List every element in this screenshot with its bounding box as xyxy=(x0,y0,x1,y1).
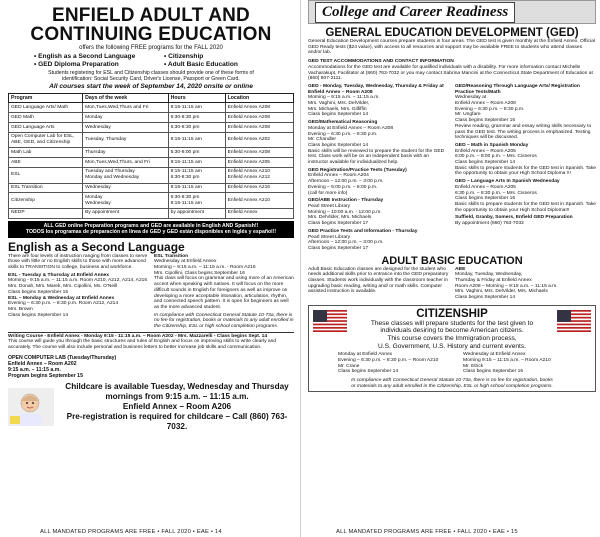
id-note: Students registering for ESL and Citizenship classes should provide one of these forms of identification: Social Security Card, Driver's License, Passport or Green Card. xyxy=(48,70,254,83)
citizenship-schedules xyxy=(338,352,582,375)
table-cell: 6:30-8:30 pm 9:15-11:15 am xyxy=(168,193,225,209)
ged-class-line: Pearl Street Library xyxy=(308,234,351,240)
esl-compliance: In compliance with Connecticut General Statute 10-73a, there is no fee for registration, books or materials to any adult enrolled in the Citizenship, ESL or high school completion programs. xyxy=(154,312,294,330)
ged-class-line: Enfield Annex – Room A205 xyxy=(455,148,516,154)
childcare-block xyxy=(8,382,294,432)
table-cell: ESL Transition xyxy=(9,183,83,193)
ged-class-line: Enfield Annex – Room A205 xyxy=(455,184,516,190)
ged-class-title: GED/Mathematical Reasoning xyxy=(308,120,378,126)
ccr-banner-text: College and Career Readiness xyxy=(315,2,515,23)
esl-heading: English as a Second Language xyxy=(8,239,185,254)
ged-class-block xyxy=(308,120,449,166)
accom-text: Accommodations for the GED test are available for qualified individuals with a disability. For more information contact Michelle Vacharakupt, Facilitator at (860) 763-7032 or you may contact Sabrina Mancini at the Connecticut State Department of Education at (860) 807-2111. xyxy=(308,64,593,82)
ged-class-line: Class begins September 14 xyxy=(308,142,369,148)
ged-class-line: Class begins September 14 xyxy=(455,160,516,166)
ged-class-block xyxy=(308,168,449,197)
ged-class-title: GED/ABE Instruction - Thursday xyxy=(308,198,384,204)
table-cell: Open Computer Lab for ESL, ABE, GED, and Citizenship xyxy=(9,132,83,148)
ged-class-line: Wednesday at xyxy=(455,95,487,101)
ged-class-line: Class begins September 16 xyxy=(455,118,516,124)
table-cell: 6:30-8:30 pm xyxy=(168,113,225,123)
esl-mw-line: Evening – 6:30 p.m. – 8:30 p.m. Room A212, A214 xyxy=(8,301,119,307)
right-page xyxy=(304,0,600,537)
table-row xyxy=(9,123,294,133)
ged-class-line: Class begins September 14 xyxy=(308,112,369,118)
flag-icon xyxy=(557,310,591,337)
column-header: Days of the week xyxy=(83,94,169,103)
table-cell: Enfield Annex xyxy=(225,208,293,218)
ged-class-line: Mrs. Vaghini, Mrs. DelVilder, xyxy=(308,101,370,107)
ged-class-line: Class begins September 17 xyxy=(308,245,369,251)
right-footer: ALL MANDATED PROGRAMS ARE FREE • FALL 2020 • EAE • 15 xyxy=(336,529,518,535)
subtitle: offers the following FREE programs for the FALL 2020 xyxy=(79,45,223,51)
ged-heading: GENERAL EDUCATION DEVELOPMENT (GED) xyxy=(325,27,579,39)
left-footer: ALL MANDATED PROGRAMS ARE FREE • FALL 2020 • EAE • 14 xyxy=(40,529,222,535)
ged-class-block xyxy=(455,215,596,226)
ged-class-line: Basic skills to prepare students for the GED test in Spanish. Take the opportunity to obtain your High School Diploma !!! xyxy=(455,165,596,177)
esl-tt-line: Class begins September 15 xyxy=(8,289,69,295)
table-cell: Enfield Annex A208 xyxy=(225,123,293,133)
accom-title: GED TEST ACCOMMODATIONS AND CONTACT INFORMATION xyxy=(308,59,454,65)
table-cell: by appointment xyxy=(168,208,225,218)
table-cell: ABE xyxy=(9,158,83,168)
ged-class-line: 6:30 p.m. – 8:30 p.m. – Mrs. Cisneros xyxy=(455,190,537,196)
citizenship-compliance: In compliance with Connecticut General Statute 10-73a, there is no fee for registration, books or materials to any adult enrolled in the Citizenship, ESL or high school completion programs. xyxy=(351,378,553,389)
esl-col-left xyxy=(8,254,148,330)
table-cell: Enfield Annex A205 xyxy=(225,158,293,168)
esl-tt-title: ESL - Tuesday & Thursday at Enfield Annex xyxy=(8,272,110,278)
ged-class-line: Monday at Enfield Annex – Room A208 xyxy=(308,125,394,131)
ged-class-title: Suffield, Granby, Somers, Enfield GED Preparation xyxy=(455,215,573,221)
child-photo xyxy=(8,388,54,426)
abe-text: Adult Basic Education classes are designed for the student who needs additional skills prior to entrance into the GED preparatory classes. Students work individually with the classroom teacher in upgrading basic reading, writing and/ or math skills. Computer assisted instruction is available. xyxy=(308,266,449,295)
table-cell: By appointment xyxy=(83,208,169,218)
citizenship-intro: These classes will prepare students for the test given to individuals desiring to become American citizens. This course covers the Immigration process, U.S. Government, U.S. History and current events. xyxy=(370,319,534,350)
ged-class-title: GED Registration/Practice Tests (Tuesday) xyxy=(308,167,407,173)
esl-trans-line: Morning – 9:15 a.m. – 11:15 a.m. - Room A216 xyxy=(154,264,256,270)
ged-col-left xyxy=(308,84,449,254)
ged-class-line: Basic skills to prepare students for the GED test in Spanish. Take the opportunity to obtain your High School Diploma!!! xyxy=(455,201,596,213)
ged-class-line: Morning – 10:00 a.m. - 12:00 p.m. xyxy=(308,209,382,215)
table-cell: Mon,Tues,Wed,Thurs and Fri xyxy=(83,103,169,113)
ged-class-title: GED Practice Tests and Information - Thursday xyxy=(308,228,418,234)
esl-trans-line: Mrs. Cipollini, Class begins September 16 xyxy=(154,270,245,276)
schedule-table-body xyxy=(9,103,294,218)
ged-class-block xyxy=(455,179,596,213)
table-cell: Thursday xyxy=(83,148,169,158)
table-cell: Enfield Annex A202 xyxy=(225,132,293,148)
page-title: ENFIELD ADULT AND xyxy=(52,5,250,26)
ged-class-line: Pearl Street Library xyxy=(308,203,351,209)
table-cell: Enfield Annex A210 xyxy=(225,193,293,209)
esl-intro: There are four levels of instruction ranging from classes to serve those with little or no English skills to those with more advanced skills to TRANSITION to college, business and workforce. xyxy=(8,253,148,270)
ged-class-block xyxy=(308,198,449,227)
table-cell: 6:30-8:30 pm xyxy=(168,123,225,133)
table-row xyxy=(9,208,294,218)
ged-class-line: Enfield Annex – Room A208 xyxy=(455,101,516,107)
esl-trans-title: ESL Transition xyxy=(154,253,189,259)
bullet-item: • Adult Basic Education xyxy=(164,61,238,68)
table-row xyxy=(9,103,294,113)
table-cell: Wednesday xyxy=(83,183,169,193)
table-cell: 9:15-11:15 am xyxy=(168,103,225,113)
table-row xyxy=(9,113,294,123)
esl-tt-line: Mrs. Donah, Mrs. Marek, Mrs. Cipollini, Ms. O'Neill xyxy=(8,284,118,290)
citizenship-monday: Monday at Enfield Annex Evening – 6:30 p.m. – 8:30 p.m. – Room A210 Mr. Crane Class begins September 14 xyxy=(338,352,439,375)
ged-class-block xyxy=(308,84,449,118)
table-cell: GED Language Arts xyxy=(9,123,83,133)
ged-col-right xyxy=(455,84,596,254)
table-row xyxy=(9,158,294,168)
table-cell: Math Lab xyxy=(9,148,83,158)
ged-class-line: Review reading, grammar and essay writing skills necessary to pass the GED test. The writing process is emphasized. Testing techniques will be discussed. xyxy=(455,123,592,141)
start-note: All courses start the week of September 14, 2020 onsite or online xyxy=(49,83,253,91)
table-cell: GED Language Arts/ Math xyxy=(9,103,83,113)
esl-mw-title: ESL – Monday & Wednesday at Enfield Annex xyxy=(8,295,115,301)
esl-columns xyxy=(8,254,294,330)
table-row xyxy=(9,148,294,158)
ged-class-title: GED - Monday, Tuesday, Wednesday, Thursday & Friday at Enfield Annex – Room A208 xyxy=(308,83,444,95)
ccr-banner xyxy=(308,0,596,24)
table-cell: 5:30-8:00 pm xyxy=(168,148,225,158)
table-cell: Mon,Tues,Wed,Thurs, and Fri xyxy=(83,158,169,168)
table-cell: GED Math xyxy=(9,113,83,123)
childcare-text: Childcare is available Tuesday, Wednesday and Thursday mornings from 9:15 a.m. – 11:15 a.m. Enfield Annex – Room A206 Pre-registration is required for childcare – Call (860) 763-7032. xyxy=(65,381,289,431)
ged-class-line: Mrs. DelVilder, Mrs. Michaels xyxy=(308,215,372,221)
column-header: Hours xyxy=(168,94,225,103)
ged-class-title: GED – Language Arts In Spanish Wednesday xyxy=(455,179,560,185)
page-title-line2: CONTINUING EDUCATION xyxy=(30,24,272,45)
ged-intro: General Education Development courses prepare students in four areas. The GED test is given monthly at the Enfield Annex. Official GED Ready tests ($24 value), with access to all resources and support may be available FREE to students who attend classes and/or lab. xyxy=(308,39,595,56)
ged-class-line: Evening – 5:00 p.m. – 8:00 p.m. xyxy=(308,184,378,190)
ged-class-title: GED – Math in Spanish Monday xyxy=(455,142,529,148)
table-row xyxy=(9,167,294,183)
citizenship-heading: CITIZENSHIP xyxy=(416,307,488,320)
column-header: Location xyxy=(225,94,293,103)
table-cell: 9:15-11:15 am 6:30-8:30 pm xyxy=(168,167,225,183)
program-bullets xyxy=(34,53,294,69)
esl-mw-line: Mrs. Brown xyxy=(8,306,33,312)
ged-class-line: Morning – 9:15 a.m. – 11:15 a.m. xyxy=(308,95,380,101)
bullet-item: • Citizenship xyxy=(164,53,204,60)
ged-class-block xyxy=(308,229,449,252)
flag-icon xyxy=(313,310,347,337)
table-cell: Tuesday, Thursday xyxy=(83,132,169,148)
column-header: Program xyxy=(9,94,83,103)
table-cell: NEDP xyxy=(9,208,83,218)
ged-class-line: Afternoon – 12:00 p.m. – 3:00 p.m. xyxy=(308,240,384,246)
abe-columns xyxy=(308,267,596,301)
esl-mw-line: Class begins September 14 xyxy=(8,312,69,318)
ged-class-block xyxy=(455,143,596,177)
esl-trans-line: Wednesday at Enfield Annex xyxy=(154,259,217,265)
table-cell: 9:15-11:15 am xyxy=(168,132,225,148)
table-row xyxy=(9,183,294,193)
table-cell: 9:15-11:15 am xyxy=(168,183,225,193)
ged-class-line: Basic skills will be reviewed to prepare the student for the GED test. Class work will be on an independent basis with an instructor available for individualized help. xyxy=(308,148,445,166)
table-cell: Monday xyxy=(83,113,169,123)
table-cell: Wednesday xyxy=(83,123,169,133)
ged-class-line: Evening – 6:30 p.m. – 8:30 p.m. xyxy=(308,131,378,137)
table-cell: Citizenship xyxy=(9,193,83,209)
ged-class-line: Evening – 6:30 p.m. – 8:30 p.m. xyxy=(455,106,525,112)
table-cell: ESL xyxy=(9,167,83,183)
table-header-row xyxy=(9,94,294,103)
ged-class-block xyxy=(455,84,596,141)
citizenship-box xyxy=(308,305,596,393)
table-cell: 9:15-11:15 am xyxy=(168,158,225,168)
schedule-table xyxy=(8,93,294,218)
citizenship-wednesday: Wednesday at Enfield Annex Morning 9:15 – 11:15 a.m. – Room A210 Mr. Elrick Class begins September 16 xyxy=(463,352,551,375)
abe-schedule: ABE Monday, Tuesday, Wednesday, Thursday & Friday at Enfield Annex Room A208 – Morning – 9:15 a.m. – 11:15 a.m. Mrs. Vaghini, Mrs. DelVilder, Mrs. Michaels Class begins September 14 xyxy=(455,266,558,301)
ged-class-line: Mrs. Michaels, Mrs. Gilfiffin xyxy=(308,106,367,112)
table-cell: Tuesday and Thursday Monday and Wednesday xyxy=(83,167,169,183)
ged-class-line: Class begins September 16 xyxy=(455,196,516,202)
esl-trans-desc: This class will focus on grammar and using more of an American accent when speaking with natives. It will focus on the more difficult sounds in English for foreigners as well as improve on developing a more acceptable intonation, articulation, rhythm, and connected speech pattern. It is open for beginners as well as the more advanced student. xyxy=(154,276,294,310)
table-row xyxy=(9,132,294,148)
computer-lab: OPEN COMPUTER LAB (Tuesday/Thursday) Enfield Annex – Room A202 9:15 a.m. – 11:15 a.m. Program begins September 15 xyxy=(8,354,117,379)
ged-class-line: Afternoon – 12:00 p.m. – 3:00 p.m. xyxy=(308,179,384,185)
ged-class-line: Enfield Annex – Room A204 xyxy=(308,173,369,179)
table-cell: Enfield Annex A208 xyxy=(225,148,293,158)
ged-columns xyxy=(308,84,596,254)
bullet-item: • English as a Second Language xyxy=(34,53,136,60)
table-cell: Enfield Annex A216 xyxy=(225,183,293,193)
language-banner: ALL GED online Preparation programs and GED are available in English AND Spanish!! TODOS los programas de preparación en línea de GED y GED están disponibles en inglés y español!! xyxy=(8,221,294,238)
ged-class-line: 6:00 p.m. – 8:00 p.m. – Mrs. Cisneros xyxy=(455,154,537,160)
esl-col-right xyxy=(154,254,294,330)
ged-class-line: (call for more info) xyxy=(308,190,348,196)
ged-class-line: Mr. Ungfare xyxy=(455,112,481,118)
esl-tt-line: Morning - 9:15 a.m. – 11:15 a.m. Room A210, A212, A214, A216 xyxy=(8,278,148,284)
ged-class-line: By appointment (860) 763-7032 xyxy=(455,221,524,227)
ged-class-line: Class begins September 17 xyxy=(308,221,369,227)
table-cell: Monday Wednesday xyxy=(83,193,169,209)
table-row xyxy=(9,193,294,209)
ged-class-line: Mr. Chandler xyxy=(308,137,336,143)
table-cell: Enfield Annex A210 Enfield Annex A212 xyxy=(225,167,293,183)
table-cell: Enfield Annex A208 xyxy=(225,113,293,123)
writing-course: Writing Course - Enfield Annex - Monday 9:15 - 11:15 a.m. – Room A202 - Mrs. Mazzarelli - Class begins Sept. 14 This course will guide you through the basic structures and rules of English and focus on improving skills to write clearly and accurately. The course will also include personal and business letters to better increase job skills and communication. xyxy=(8,332,294,351)
abe-heading: ADULT BASIC EDUCATION xyxy=(381,254,523,267)
table-cell: Enfield Annex A208 xyxy=(225,103,293,113)
bullet-item: • GED Diploma Preparation xyxy=(34,61,119,68)
page-divider xyxy=(300,0,301,537)
ged-class-title: GED/Reasoning Through Language Arts/ Registration Practice Tests/Math xyxy=(455,83,580,95)
